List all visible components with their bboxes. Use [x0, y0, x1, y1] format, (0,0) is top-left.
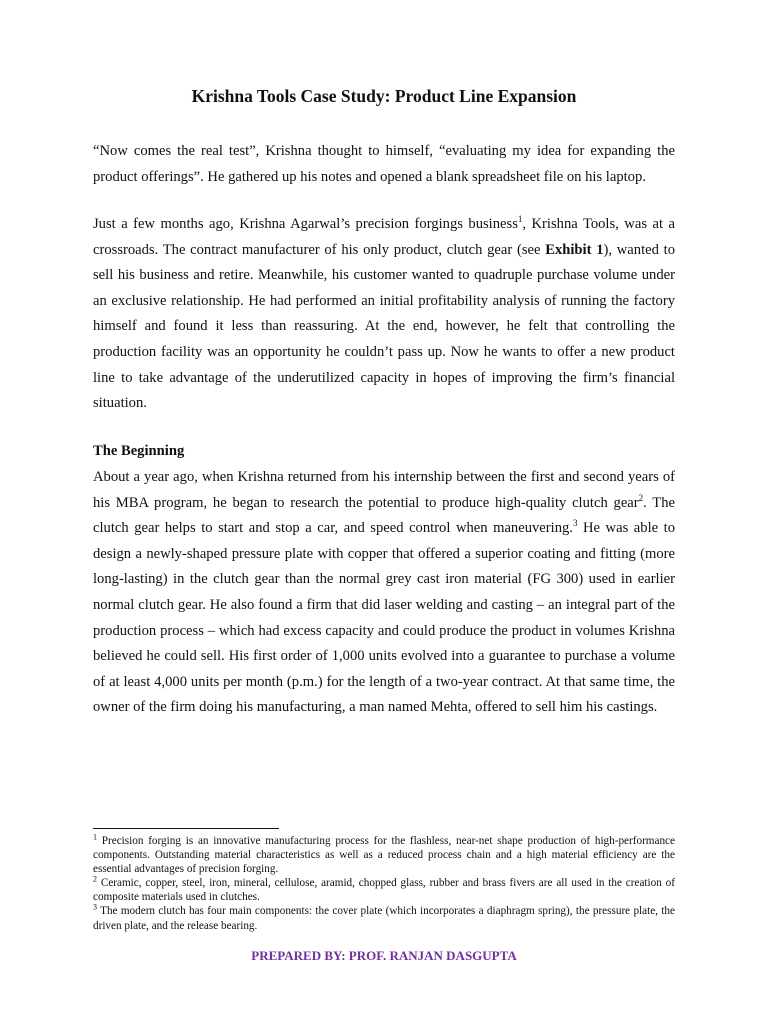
footnote-2: [93, 876, 675, 904]
footnote-mark: 3: [93, 902, 97, 912]
paragraph-background: [93, 212, 675, 417]
footnote-text: The modern clutch has four main components: the cover plate (which incorporates a diaphragm spring), the pressure plate, the driven plate, and the release bearing.: [93, 905, 675, 932]
footnote-text: Precision forging is an innovative manufacturing process for the flashless, near-net shape production of high-performance components. Outstanding material characteristics as well as a reduced process chain and a high material efficiency are the essential advantages of precision forging.: [93, 835, 675, 876]
paragraph-text: ), wanted to sell his business and retire. Meanwhile, his customer wanted to quadruple purchase volume under an exclusive relationship. He had performed an initial profitability analysis of running the factory himself and found it less than reassuring. At the end, however, he felt that controlling the production facility was an opportunity he couldn’t pass up. Now he wants to offer a new product line to take advantage of the underutilized capacity in hopes of improving the firm’s financial situation.: [93, 241, 675, 412]
paragraph-text: He was able to design a newly-shaped pressure plate with copper that offered a superior coating and fitting (more long-lasting) in the clutch gear than the normal grey cast iron material (FG 300) used in earlier normal clutch gear. He also found a firm that did laser welding and casting – an integral part of the production process – which had excess capacity and could produce the product in volumes Krishna believed he could sell. His first order of 1,000 units evolved into a guarantee to purchase a volume of at least 4,000 units per month (p.m.) for the length of a two-year contract. At that same time, the owner of the firm doing his manufacturing, a man named Mehta, offered to sell him his castings.: [93, 520, 675, 716]
paragraph-text: . The clutch gear helps to start and stop a car, and speed control when maneuvering.: [93, 494, 675, 537]
footnote-mark: 2: [93, 874, 97, 884]
footnote-3: [93, 904, 675, 932]
section-heading: The Beginning: [93, 443, 185, 459]
prepared-by-footer: PREPARED BY: PROF. RANJAN DASGUPTA: [251, 948, 517, 963]
paragraph-text: About a year ago, when Krishna returned from his internship between the first and second years of his MBA program, he began to research the potential to produce high-quality clutch gear: [93, 469, 675, 511]
footnote-ref-3: 3: [572, 518, 578, 529]
paragraph-intro: “Now comes the real test”, Krishna thought to himself, “evaluating my idea for expanding the product offerings”. He gathered up his notes and opened a blank spreadsheet file on his laptop.: [93, 143, 675, 185]
footnote-ref-2: 2: [638, 492, 644, 503]
paragraph-beginning: [93, 465, 675, 721]
footnote-ref-1: 1: [517, 214, 523, 225]
exhibit-ref: Exhibit 1: [545, 241, 604, 258]
footnote-1: [93, 834, 675, 876]
paragraph-text: , Krishna Tools, was at a crossroads. The contract manufacturer of his only product, clutch gear (see: [93, 216, 675, 258]
footnote-separator: [93, 828, 279, 829]
footnotes: [93, 834, 675, 933]
footnote-text: Ceramic, copper, steel, iron, mineral, cellulose, aramid, chopped glass, rubber and brass fivers are all used in the creation of composite materials used in clutches.: [93, 877, 675, 904]
footnote-mark: 1: [93, 832, 97, 842]
document-title: Krishna Tools Case Study: Product Line Expansion: [191, 86, 577, 106]
paragraph-text: Just a few months ago, Krishna Agarwal’s precision forgings business: [93, 216, 518, 232]
